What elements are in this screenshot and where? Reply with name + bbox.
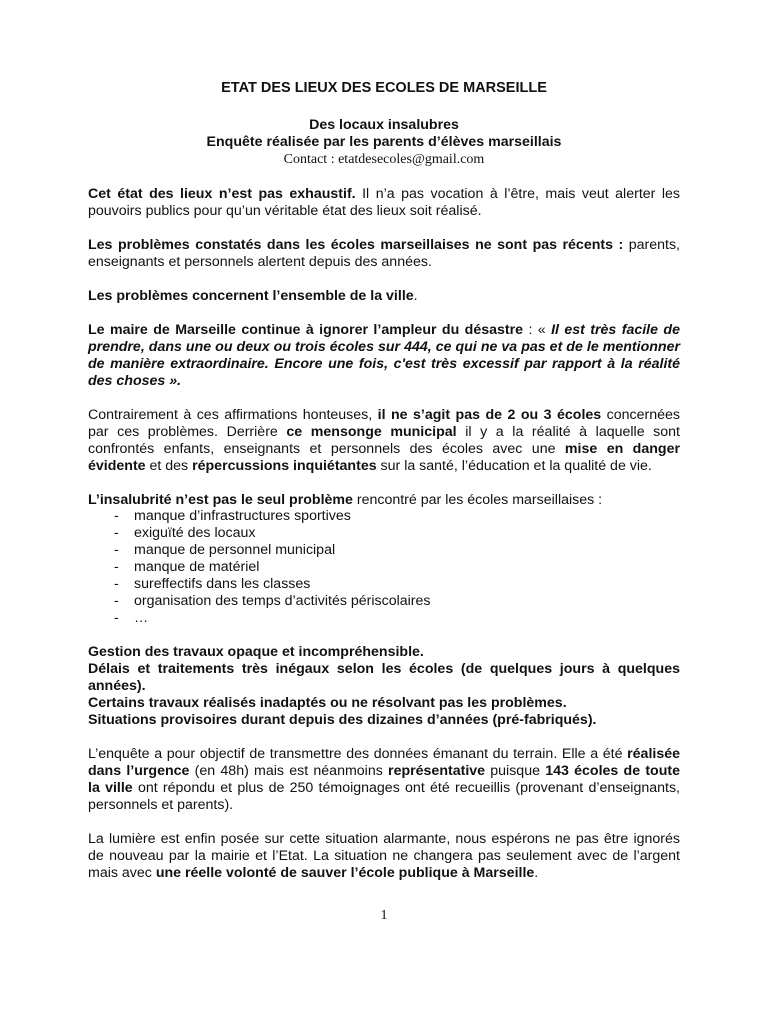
bold-text: ce mensonge municipal [286, 424, 457, 440]
bold-text: Situations provisoires durant depuis des dizaines d’années (pré-fabriqués). [88, 712, 597, 728]
paragraph-text: et des [145, 458, 193, 474]
paragraph-text: parents, enseignants et personnels alertent depuis des années. [88, 237, 680, 270]
paragraph-contrairement [88, 407, 680, 475]
document-title: ETAT DES LIEUX DES ECOLES DE MARSEILLE [221, 80, 547, 96]
bold-text: 143 écoles de toute la ville [88, 763, 680, 796]
bold-text: Cet état des lieux n’est pas exhaustif. [88, 186, 356, 202]
bold-text: il ne s’agit pas de 2 ou 3 écoles [377, 407, 602, 423]
bold-text: Gestion des travaux opaque et incompréhensible. [88, 644, 424, 660]
paragraph-text: . [534, 865, 539, 881]
bold-text: Les problèmes concernent l’ensemble de la ville [88, 288, 414, 304]
paragraph-text: puisque [485, 763, 546, 779]
bold-text: réalisée dans l’urgence [88, 746, 680, 779]
list-item: - manque de matériel [114, 559, 680, 576]
list-item: - sureffectifs dans les classes [114, 576, 680, 593]
paragraph-exhaustif [88, 186, 680, 220]
list-item: - manque d’infrastructures sportives [114, 508, 680, 525]
bold-text: Certains travaux réalisés inadaptés ou ne résolvant pas les problèmes. [88, 695, 567, 711]
bold-text: Les problèmes constatés dans les écoles marseillaises ne sont pas récents : [88, 237, 624, 253]
bold-text: une réelle volonté de sauver l’école publique à Marseille [155, 865, 535, 881]
paragraph-problemes-anciens [88, 237, 680, 271]
paragraph-text: Contrairement à ces affirmations honteuses, [88, 407, 378, 423]
paragraph-text: rencontré par les écoles marseillaises : [352, 492, 603, 508]
list-item: - exiguïté des locaux [114, 525, 680, 542]
list-item: - organisation des temps d’activités périscolaires [114, 593, 680, 610]
list-item: - … [114, 610, 680, 627]
bold-text: Délais et traitements très inégaux selon les écoles (de quelques jours à quelques années). [88, 661, 680, 694]
bold-statements [88, 644, 680, 729]
bold-text: L’insalubrité n’est pas le seul problème [88, 492, 353, 508]
paragraph-text: concernées par ces problèmes. Derrière [88, 407, 680, 440]
subtitle-enquete: Enquête réalisée par les parents d’élèves marseillais [206, 134, 562, 150]
page-number: 1 [380, 908, 388, 923]
paragraph-text: il y a la réalité à laquelle sont confrontés enfants, enseignants et personnels des écoles avec une [88, 424, 681, 457]
bold-text: mise en danger évidente [88, 441, 680, 474]
subtitle-locaux: Des locaux insalubres [309, 117, 459, 133]
statement-line [88, 644, 680, 661]
paragraph-text: ont répondu et plus de 250 témoignages ont été recueillis (provenant d’enseignants, personnels et parents). [88, 780, 680, 813]
paragraph-conclusion [88, 831, 680, 882]
statement-line [88, 661, 680, 695]
list-item: - manque de personnel municipal [114, 542, 680, 559]
bold-text: représentative [388, 763, 486, 779]
paragraph-text: : « [523, 322, 552, 338]
paragraph-text: La lumière est enfin posée sur cette situation alarmante, nous espérons ne pas être ignorés de nouveau par la mairie et l’Etat. La situation ne changera pas seulement avec de l’argent mais avec [88, 831, 680, 881]
paragraph-text: . [413, 288, 418, 304]
contact-line: Contact : etatdesecoles@gmail.com [283, 152, 485, 167]
paragraph-enquete [88, 746, 680, 814]
problems-list [88, 508, 680, 627]
bold-text: Le maire de Marseille continue à ignorer l’ampleur du désastre [88, 322, 524, 338]
paragraph-insalubrite [88, 492, 680, 509]
paragraph-text: Il n’a pas vocation à l’être, mais veut alerter les pouvoirs publics pour qu’un véritable état des lieux soit réalisé. [88, 186, 680, 219]
paragraph-text: (en 48h) mais est néanmoins [189, 763, 389, 779]
statement-line [88, 712, 680, 729]
paragraph-text: L’enquête a pour objectif de transmettre des données émanant du terrain. Elle a été [88, 746, 628, 762]
paragraph-text: sur la santé, l’éducation et la qualité de vie. [376, 458, 652, 474]
paragraph-maire [88, 322, 680, 390]
paragraph-ensemble-ville [88, 288, 680, 305]
statement-line [88, 695, 680, 712]
quote-text: Il est très facile de prendre, dans une ou deux ou trois écoles sur 444, ce qui ne va pas et de le mentionner de manière extraordinaire. Encore une fois, c'est très excessif par rapport à la réalité des choses ». [88, 322, 680, 389]
bold-text: répercussions inquiétantes [192, 458, 377, 474]
